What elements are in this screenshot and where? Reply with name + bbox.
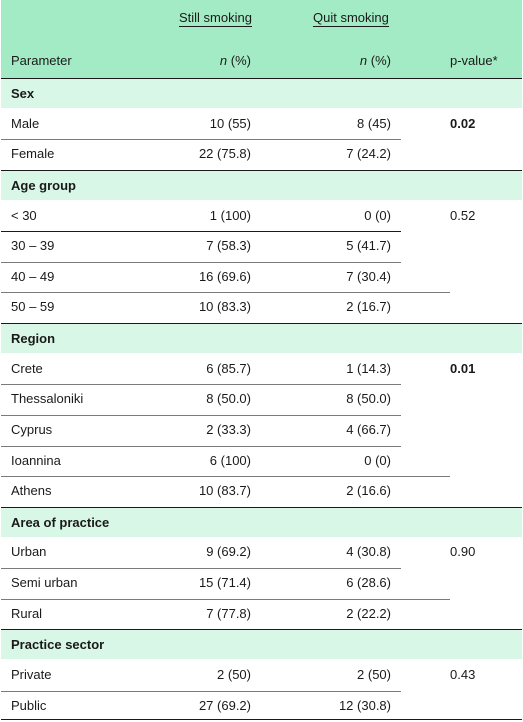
table-row <box>1 354 522 384</box>
p-value-divider <box>401 599 450 600</box>
row-parameter: Athens <box>11 483 52 499</box>
row-quit-smoking: 1 (14.3) <box>346 360 391 376</box>
row-still-smoking: 1 (100) <box>209 207 251 223</box>
row-parameter: Urban <box>11 544 47 560</box>
row-parameter: Crete <box>11 360 43 376</box>
section-header <box>1 78 522 108</box>
table-header <box>1 0 522 78</box>
row-parameter: 30 – 39 <box>11 238 55 254</box>
row-still-smoking: 10 (83.7) <box>198 483 251 499</box>
row-still-smoking: 10 (83.3) <box>198 299 251 315</box>
section-header <box>1 323 522 353</box>
row-quit-smoking: 12 (30.8) <box>338 697 391 713</box>
row-quit-smoking: 4 (66.7) <box>346 421 391 437</box>
row-still-smoking: 16 (69.6) <box>198 268 251 284</box>
row-parameter: 50 – 59 <box>11 299 55 315</box>
table-row <box>1 292 522 322</box>
row-still-smoking: 8 (50.0) <box>206 391 251 407</box>
row-p-value: 0.01 <box>450 360 476 376</box>
row-quit-smoking: 8 (45) <box>357 115 391 131</box>
header-quit-n: n (%) <box>359 53 391 68</box>
section-title: Area of practice <box>11 514 110 530</box>
row-p-value: 0.02 <box>450 115 476 131</box>
row-still-smoking: 2 (33.3) <box>206 421 251 437</box>
table-row <box>1 599 522 629</box>
table-row <box>1 231 522 261</box>
table-row <box>1 415 522 445</box>
row-quit-smoking: 2 (50) <box>357 666 391 682</box>
row-still-smoking: 6 (85.7) <box>206 360 251 376</box>
row-parameter: Female <box>11 146 55 162</box>
row-quit-smoking: 5 (41.7) <box>346 238 391 254</box>
row-still-smoking: 22 (75.8) <box>198 146 251 162</box>
header-quit-smoking: Quit smoking <box>313 10 389 25</box>
section-title: Practice sector <box>11 637 105 653</box>
row-quit-smoking: 7 (30.4) <box>346 268 391 284</box>
row-parameter: < 30 <box>11 207 37 223</box>
section-header <box>1 629 522 659</box>
table-row <box>1 568 522 598</box>
table-row <box>1 446 522 476</box>
section-title: Age group <box>11 177 76 193</box>
table-row <box>1 139 522 169</box>
table-row <box>1 660 522 690</box>
row-quit-smoking: 4 (30.8) <box>346 544 391 560</box>
row-parameter: Thessaloniki <box>11 391 84 407</box>
row-parameter: Private <box>11 666 52 682</box>
row-p-value: 0.52 <box>450 207 476 223</box>
row-still-smoking: 6 (100) <box>209 452 251 468</box>
row-parameter: Male <box>11 115 40 131</box>
section-header <box>1 507 522 537</box>
row-still-smoking: 27 (69.2) <box>198 697 251 713</box>
row-p-value: 0.43 <box>450 666 476 682</box>
row-parameter: Semi urban <box>11 575 78 590</box>
row-quit-smoking: 2 (16.7) <box>346 299 391 315</box>
table-row <box>1 691 522 721</box>
header-p-value: p-value* <box>450 53 498 68</box>
row-still-smoking: 10 (55) <box>209 115 251 131</box>
header-parameter: Parameter <box>11 53 72 68</box>
row-p-value: 0.90 <box>450 544 476 560</box>
row-parameter: 40 – 49 <box>11 268 55 284</box>
row-parameter: Cyprus <box>11 421 53 437</box>
row-still-smoking: 7 (58.3) <box>206 238 251 254</box>
row-quit-smoking: 2 (22.2) <box>346 605 391 621</box>
table-row <box>1 476 522 506</box>
p-value-divider <box>401 292 450 293</box>
table-row <box>1 201 522 231</box>
header-still-n: n (%) <box>219 53 251 68</box>
row-still-smoking: 15 (71.4) <box>198 575 251 590</box>
row-quit-smoking: 6 (28.6) <box>346 575 391 590</box>
row-quit-smoking: 0 (0) <box>364 207 391 223</box>
table-row <box>1 384 522 414</box>
table-row <box>1 109 522 139</box>
section-header <box>1 170 522 200</box>
row-quit-smoking: 7 (24.2) <box>346 146 391 162</box>
row-quit-smoking: 0 (0) <box>364 452 391 468</box>
row-parameter: Rural <box>11 605 43 621</box>
row-quit-smoking: 8 (50.0) <box>346 391 391 407</box>
row-still-smoking: 2 (50) <box>217 666 251 682</box>
row-parameter: Public <box>11 697 47 713</box>
table-row <box>1 537 522 567</box>
row-still-smoking: 9 (69.2) <box>206 544 251 560</box>
table-bottom-rule <box>1 719 522 720</box>
row-quit-smoking: 2 (16.6) <box>346 483 391 499</box>
row-parameter: Ioannina <box>11 452 61 468</box>
smoking-status-table <box>1 0 522 720</box>
p-value-divider <box>401 476 450 477</box>
header-still-smoking: Still smoking <box>179 10 252 25</box>
table-row <box>1 262 522 292</box>
section-title: Region <box>11 331 56 346</box>
section-title: Sex <box>11 86 35 101</box>
row-still-smoking: 7 (77.8) <box>206 605 251 621</box>
